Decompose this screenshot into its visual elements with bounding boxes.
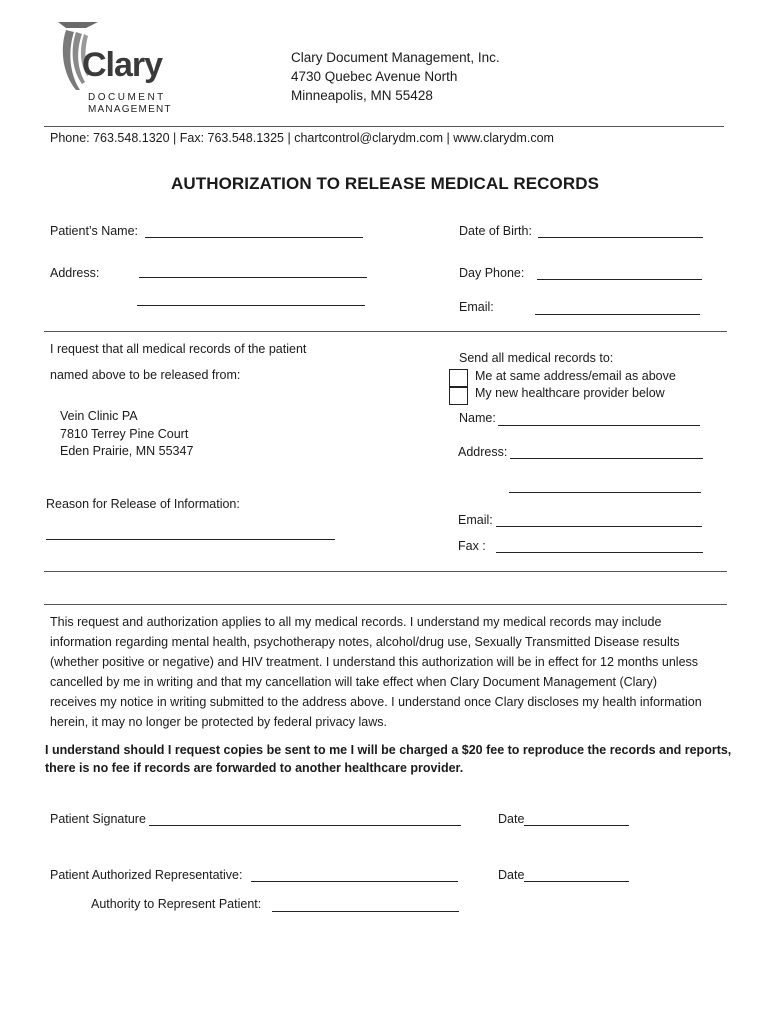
patient-signature-label: Patient Signature <box>50 812 146 826</box>
dob-label: Date of Birth: <box>459 224 532 238</box>
authority-field[interactable] <box>272 911 459 912</box>
signature-date-field[interactable] <box>524 825 629 826</box>
provider-fax-field[interactable] <box>496 552 703 553</box>
option-provider-label: My new healthcare provider below <box>475 386 665 400</box>
day-phone-label: Day Phone: <box>459 266 525 280</box>
contact-line: Phone: 763.548.1320 | Fax: 763.548.1325 | chartcontrol@clarydm.com | www.clarydm.com <box>50 131 554 145</box>
company-city: Minneapolis, MN 55428 <box>291 88 433 103</box>
section-divider-2 <box>44 571 727 572</box>
logo-subline-2: MANAGEMENT <box>88 104 172 115</box>
reason-label: Reason for Release of Information: <box>46 497 240 511</box>
email-label: Email: <box>459 300 494 314</box>
provider-name-field[interactable] <box>498 425 700 426</box>
provider-email-field[interactable] <box>496 526 702 527</box>
terms-line: herein, it may no longer be protected by federal privacy laws. <box>50 715 387 729</box>
clinic-name: Vein Clinic PA <box>60 409 138 423</box>
terms-line: cancelled by me in writing and that my cancellation will take effect when Clary Document Management (Clary) <box>50 675 657 689</box>
day-phone-field[interactable] <box>537 279 702 280</box>
request-line-1: I request that all medical records of the patient <box>50 342 307 356</box>
representative-field[interactable] <box>251 881 458 882</box>
representative-label: Patient Authorized Representative: <box>50 868 243 882</box>
patient-name-field[interactable] <box>145 237 363 238</box>
send-heading: Send all medical records to: <box>459 351 614 365</box>
fee-notice <box>45 741 745 777</box>
section-divider-1 <box>44 331 727 332</box>
address-field-2[interactable] <box>137 305 365 306</box>
terms-line: receives my notice in writing submitted to the address above. I understand once Clary discloses my health information <box>50 695 702 709</box>
request-line-2: named above to be released from: <box>50 368 241 382</box>
fee-line: there is no fee if records are forwarded to another healthcare provider. <box>45 761 464 775</box>
reason-field[interactable] <box>46 539 335 540</box>
terms-line: (whether positive or negative) and HIV treatment. I understand this authorization will be in effect for 12 months unless <box>50 655 699 669</box>
terms-line: This request and authorization applies to all my medical records. I understand my medical records may include <box>50 615 662 629</box>
option-self-label: Me at same address/email as above <box>475 369 676 383</box>
company-address-block <box>291 48 500 105</box>
dob-field[interactable] <box>538 237 703 238</box>
header-divider <box>44 126 724 127</box>
provider-address-field-2[interactable] <box>509 492 701 493</box>
provider-email-label: Email: <box>458 513 493 527</box>
representative-date-label: Date <box>498 868 525 882</box>
representative-date-field[interactable] <box>524 881 629 882</box>
address-field-1[interactable] <box>139 277 367 278</box>
clary-logo <box>52 18 182 118</box>
patient-name-label: Patient’s Name: <box>50 224 139 238</box>
terms-line: information regarding mental health, psychotherapy notes, alcohol/drug use, Sexually Transmitted Disease results <box>50 635 680 649</box>
patient-signature-field[interactable] <box>149 825 461 826</box>
authority-label: Authority to Represent Patient: <box>91 897 262 911</box>
provider-name-label: Name: <box>459 411 496 425</box>
page-title: AUTHORIZATION TO RELEASE MEDICAL RECORDS <box>170 174 600 193</box>
company-street: 4730 Quebec Avenue North <box>291 69 458 84</box>
option-provider-checkbox[interactable] <box>449 387 468 405</box>
address-label: Address: <box>50 266 100 280</box>
authorization-terms <box>50 612 730 732</box>
provider-address-label: Address: <box>458 445 508 459</box>
provider-fax-label: Fax : <box>458 539 486 553</box>
option-self-checkbox[interactable] <box>449 369 468 387</box>
company-name: Clary Document Management, Inc. <box>291 50 500 65</box>
provider-address-field-1[interactable] <box>510 458 703 459</box>
logo-subline-1: DOCUMENT <box>88 92 166 103</box>
signature-date-label: Date <box>498 812 525 826</box>
fee-line: I understand should I request copies be sent to me I will be charged a $20 fee to reproduce the records and reports, <box>45 743 732 757</box>
clinic-city: Eden Prairie, MN 55347 <box>60 444 194 458</box>
email-field[interactable] <box>535 314 700 315</box>
logo-wordmark: Clary <box>82 46 163 84</box>
section-divider-3 <box>44 604 727 605</box>
clinic-street: 7810 Terrey Pine Court <box>60 427 189 441</box>
